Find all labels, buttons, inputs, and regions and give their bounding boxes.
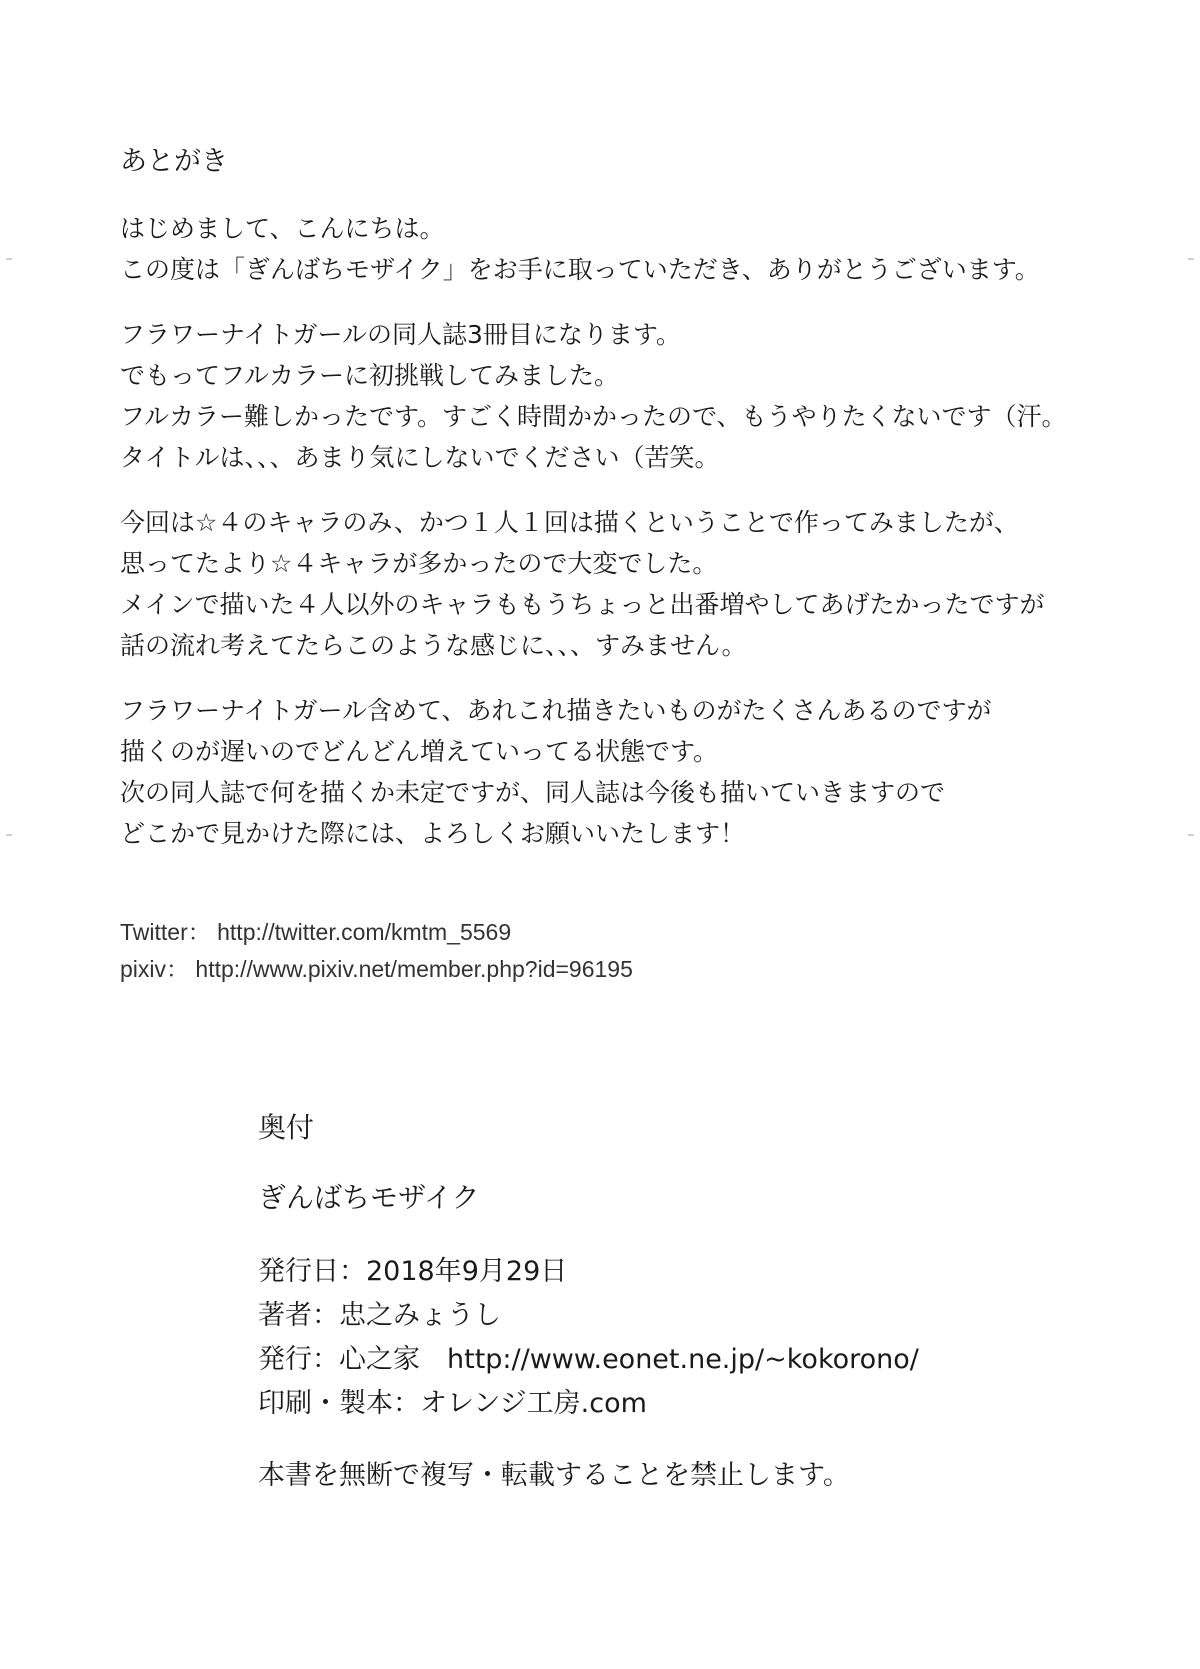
afterword-paragraph bbox=[120, 502, 1120, 666]
publication-info bbox=[258, 1250, 1158, 1426]
registration-mark bbox=[6, 258, 12, 260]
text-line: この度は「ぎんばちモザイク」をお手に取っていただき、ありがとうございます。 bbox=[120, 255, 1040, 284]
text-line: フルカラー難しかったです。すごく時間かかったので、もうやりたくないです（汗。 bbox=[120, 402, 1067, 431]
text-line: 話の流れ考えてたらこのような感じに、、、すみません。 bbox=[120, 631, 747, 660]
afterword-paragraph bbox=[120, 208, 1120, 290]
afterword-section bbox=[120, 142, 1120, 878]
contact-links bbox=[120, 914, 633, 988]
publication-date: 発行日：2018年9月29日 bbox=[258, 1256, 568, 1287]
text-line: 次の同人誌で何を描くか未定ですが、同人誌は今後も描いていきますので bbox=[120, 778, 946, 807]
copyright-notice: 本書を無断で複写・転載することを禁止します。 bbox=[258, 1460, 850, 1491]
text-line: 思ってたより☆４キャラが多かったので大変でした。 bbox=[120, 549, 718, 578]
book-title: ぎんばちモザイク bbox=[258, 1181, 480, 1214]
author: 著者：忠之みょうし bbox=[258, 1300, 501, 1331]
text-line: 今回は☆４のキャラのみ、かつ１人１回は描くということで作ってみましたが、 bbox=[120, 508, 1019, 537]
afterword-paragraph bbox=[120, 314, 1120, 478]
text-line: はじめまして、こんにちは。 bbox=[120, 214, 445, 243]
publisher: 発行：心之家 http://www.eonet.ne.jp/~kokorono/ bbox=[258, 1344, 919, 1375]
text-line: タイトルは、、、あまり気にしないでください（苦笑。 bbox=[120, 443, 720, 472]
colophon-section bbox=[258, 1108, 1158, 1496]
afterword-paragraph bbox=[120, 690, 1120, 854]
text-line: フラワーナイトガールの同人誌3冊目になります。 bbox=[120, 320, 681, 349]
registration-mark bbox=[6, 834, 12, 836]
registration-mark bbox=[1188, 834, 1194, 836]
text-line: どこかで見かけた際には、よろしくお願いいたします！ bbox=[120, 819, 746, 848]
text-line: 描くのが遅いのでどんどん増えていってる状態です。 bbox=[120, 737, 719, 766]
registration-mark bbox=[1188, 258, 1194, 260]
twitter-link: Twitter： http://twitter.com/kmtm_5569 bbox=[120, 919, 512, 945]
text-line: メインで描いた４人以外のキャラももうちょっと出番増やしてあげたかったですが bbox=[120, 590, 1045, 619]
text-line: フラワーナイトガール含めて、あれこれ描きたいものがたくさんあるのですが bbox=[120, 696, 992, 725]
printer: 印刷・製本：オレンジ工房.com bbox=[258, 1388, 647, 1419]
pixiv-link: pixiv： http://www.pixiv.net/member.php?id=96195 bbox=[120, 956, 633, 982]
afterword-heading: あとがき bbox=[120, 146, 228, 177]
colophon-heading: 奥付 bbox=[258, 1111, 315, 1144]
text-line: でもってフルカラーに初挑戦してみました。 bbox=[120, 361, 620, 390]
